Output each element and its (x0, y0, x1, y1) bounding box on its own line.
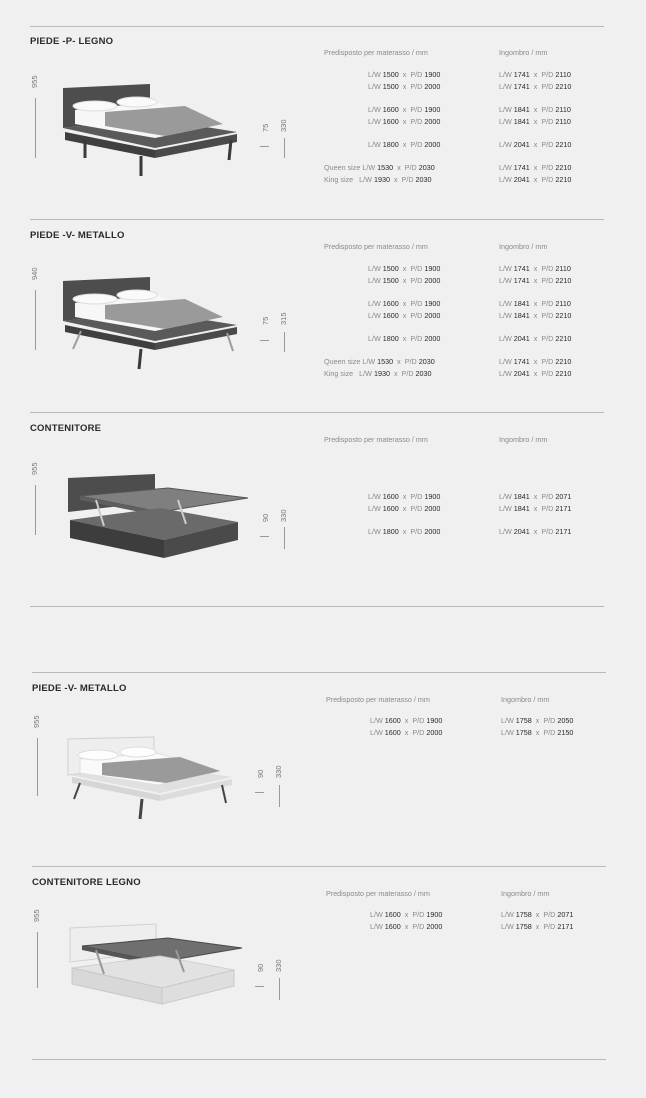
table-row: L/W 1841 x P/D 2171 (499, 504, 572, 513)
table-row: L/W 1741 x P/D 2110 (499, 264, 571, 273)
dimension-tick (260, 146, 269, 147)
leg-height-label: 75 (261, 316, 270, 325)
dimension-line (35, 98, 36, 158)
divider (32, 672, 606, 673)
divider (30, 412, 604, 413)
mattress-column-header: Predisposto per materasso / mm (324, 435, 428, 444)
total-height-label: 955 (32, 909, 41, 922)
table-row: L/W 1758 x P/D 2150 (501, 728, 574, 737)
table-row: L/W 1600 x P/D 1900 (368, 299, 441, 308)
base-height-label: 315 (279, 312, 288, 325)
dimension-line (284, 138, 285, 158)
table-row: L/W 2041 x P/D 2171 (499, 527, 572, 536)
total-height-label: 940 (30, 267, 39, 280)
dimension-line (279, 978, 280, 1000)
table-row: L/W 1758 x P/D 2171 (501, 922, 574, 931)
table-row: L/W 1841 x P/D 2110 (499, 299, 571, 308)
table-row: L/W 1500 x P/D 2000 (368, 276, 441, 285)
section-title: CONTENITORE LEGNO (32, 877, 141, 888)
dimension-line (37, 738, 38, 796)
table-row: L/W 1741 x P/D 2210 (499, 357, 572, 366)
storage-bed-white-image (64, 922, 244, 1012)
dimension-tick (260, 536, 269, 537)
leg-height-label: 90 (256, 769, 265, 778)
table-row: Queen size L/W 1530 x P/D 2030 (324, 163, 435, 172)
section-title: CONTENITORE (30, 423, 102, 434)
leg-height-label: 75 (261, 123, 270, 132)
table-row: L/W 1758 x P/D 2071 (501, 910, 574, 919)
table-row: L/W 1741 x P/D 2210 (499, 82, 572, 91)
bed-dark-metal-legs-image (55, 273, 245, 373)
table-row: L/W 1600 x P/D 2000 (368, 311, 441, 320)
dimension-line (35, 290, 36, 350)
table-row: L/W 1741 x P/D 2210 (499, 163, 572, 172)
base-height-label: 330 (274, 959, 283, 972)
size-column-header: Ingombro / mm (501, 889, 550, 898)
mattress-column-header: Predisposto per materasso / mm (326, 889, 430, 898)
table-row: L/W 1600 x P/D 2000 (368, 117, 441, 126)
leg-height-label: 90 (256, 963, 265, 972)
bed-white-metal-legs-image (62, 733, 242, 823)
table-row: L/W 1800 x P/D 2000 (368, 527, 441, 536)
table-row: L/W 1600 x P/D 2000 (368, 504, 441, 513)
table-row: L/W 1800 x P/D 2000 (368, 140, 441, 149)
bed-dark-wood-legs-image (55, 80, 245, 180)
base-height-label: 330 (279, 509, 288, 522)
dimension-tick (255, 986, 264, 987)
dimension-line (284, 527, 285, 549)
size-column-header: Ingombro / mm (499, 48, 548, 57)
table-row: L/W 1841 x P/D 2110 (499, 105, 571, 114)
mattress-column-header: Predisposto per materasso / mm (324, 242, 428, 251)
dimension-tick (255, 792, 264, 793)
size-column-header: Ingombro / mm (501, 695, 550, 704)
dimension-line (279, 785, 280, 807)
section-title: PIEDE -P- LEGNO (30, 36, 114, 47)
base-height-label: 330 (279, 119, 288, 132)
table-row: L/W 1800 x P/D 2000 (368, 334, 441, 343)
size-column-header: Ingombro / mm (499, 242, 548, 251)
table-row: L/W 1741 x P/D 2110 (499, 70, 571, 79)
table-row: L/W 1500 x P/D 2000 (368, 82, 441, 91)
table-row: L/W 1758 x P/D 2050 (501, 716, 574, 725)
total-height-label: 955 (32, 715, 41, 728)
table-row: Queen size L/W 1530 x P/D 2030 (324, 357, 435, 366)
mattress-column-header: Predisposto per materasso / mm (326, 695, 430, 704)
table-row: King size L/W 1930 x P/D 2030 (324, 175, 432, 184)
dimension-tick (260, 340, 269, 341)
table-row: L/W 1600 x P/D 1900 (368, 492, 441, 501)
divider (30, 26, 604, 27)
storage-bed-dark-image (60, 468, 250, 568)
divider (32, 1059, 606, 1060)
table-row: L/W 1600 x P/D 1900 (370, 910, 443, 919)
table-row: L/W 1600 x P/D 2000 (370, 922, 443, 931)
total-height-label: 955 (30, 462, 39, 475)
mattress-column-header: Predisposto per materasso / mm (324, 48, 428, 57)
table-row: L/W 1841 x P/D 2071 (499, 492, 572, 501)
section-title: PIEDE -V- METALLO (30, 230, 125, 241)
table-row: L/W 1741 x P/D 2210 (499, 276, 572, 285)
table-row: L/W 1500 x P/D 1900 (368, 70, 441, 79)
table-row: L/W 1600 x P/D 1900 (368, 105, 441, 114)
size-column-header: Ingombro / mm (499, 435, 548, 444)
table-row: L/W 1841 x P/D 2210 (499, 311, 572, 320)
dimension-line (37, 932, 38, 988)
dimension-line (284, 332, 285, 352)
table-row: King size L/W 1930 x P/D 2030 (324, 369, 432, 378)
table-row: L/W 2041 x P/D 2210 (499, 175, 572, 184)
leg-height-label: 90 (261, 513, 270, 522)
divider (30, 606, 604, 607)
table-row: L/W 1841 x P/D 2110 (499, 117, 571, 126)
divider (32, 866, 606, 867)
total-height-label: 955 (30, 75, 39, 88)
table-row: L/W 2041 x P/D 2210 (499, 334, 572, 343)
table-row: L/W 1600 x P/D 2000 (370, 728, 443, 737)
divider (30, 219, 604, 220)
dimension-line (35, 485, 36, 535)
table-row: L/W 2041 x P/D 2210 (499, 369, 572, 378)
base-height-label: 330 (274, 765, 283, 778)
table-row: L/W 2041 x P/D 2210 (499, 140, 572, 149)
table-row: L/W 1500 x P/D 1900 (368, 264, 441, 273)
table-row: L/W 1600 x P/D 1900 (370, 716, 443, 725)
section-title: PIEDE -V- METALLO (32, 683, 127, 694)
